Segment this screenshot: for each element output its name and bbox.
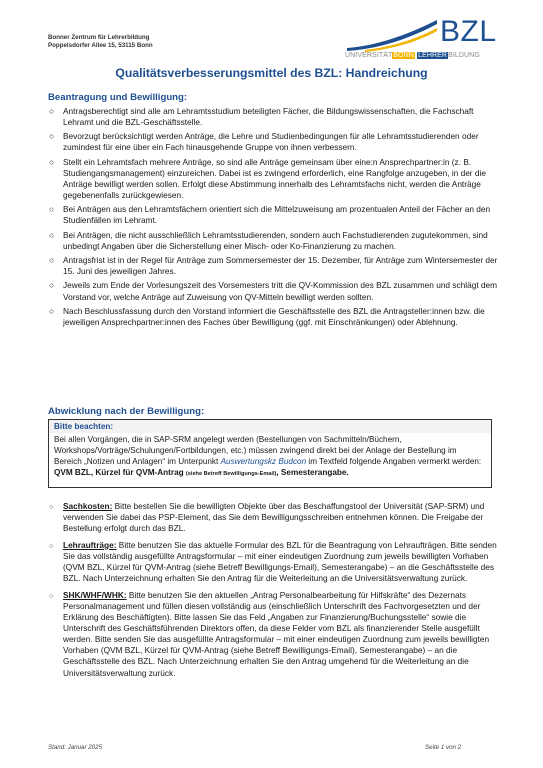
institution-name: Bonner Zentrum für Lehrerbildung [48, 34, 150, 41]
list-item: ○ Antragsfrist ist in der Regel für Anträge zum Sommersemester der 15. Dezember, für Anträge zum Wintersemester der 15. Juni des jeweiligen Jahres. [49, 255, 498, 277]
list-item: ○ Bei Anträgen, die nicht ausschließlich Lehramtsstudierenden, sondern auch Fachstudierenden zugutekommen, sind unbedingt Angaben über die Sicherstellung einer Misch- oder Ko-Finanzierung zu machen. [49, 229, 488, 251]
logo-wordmark: UNIVERSITÄTBONN LEHRERBILDUNG [345, 52, 480, 59]
institution-street: Poppelsdorfer Allee 15, 53115 Bonn [48, 42, 153, 50]
notice-box [48, 419, 492, 488]
application-list [48, 106, 500, 331]
hollow-bullet-icon: ○ [49, 156, 55, 167]
list-item: ○ Jeweils zum Ende der Vorlesungszeit des Vorsemesters tritt die QV-Kommission des BZL zusammen und schlägt dem Vorstand vor, welche Anträge auf Zuweisung von QV-Mitteln bewilligt werden sollten. [49, 280, 498, 302]
hollow-bullet-icon: ○ [49, 305, 55, 316]
processing-list [48, 501, 500, 684]
hollow-bullet-icon: ○ [49, 131, 55, 142]
list-item: ○ Lehraufträge: Bitte benutzen Sie das aktuelle Formular des BZL für die Beantragung von Lehraufträgen. Bitte senden Sie das vollständig ausgefüllte Antragsformular – mit einer eindeutigen Zuordnung zum jeweils bewilligten Vorhaben (QVM BZL, Kürzel für QVM-Antrag (siehe Betreff Bewilligungs-Email), Semesterangabe) – an die Geschäftsstelle des BZL. Nach Unterzeichnung erhalten Sie den Antrag für die Weiterleitung an die Universitätsverwaltung zurück. [49, 539, 497, 584]
list-item: ○ SHK/WHF/WHK: Bitte benutzen Sie den aktuellen „Antrag Personalbearbeitung für Hilfskräfte“ des Dezernats Personalmanagement und füllen diesen vollständig aus (einschließlich Unterschrift des Fachvorgesetzten und der Erklärung des Beschäftigten). Bitte lassen Sie das Feld „Angaben zur Finanzierung/Buchungsstelle“ sowie die Unterschrift des Geschäftsführenden Direktors offen, da diese Felder vom BZL als finanzierender Stelle ausgefüllt werden. Bitte senden Sie das ausgefüllte Antragsformular – mit einer eindeutigen Zuordnung zum jeweils bewilligten Vorhaben (QVM BZL, Kürzel für QVM-Antrag (siehe Betreff Bewilligungs-Email), Semesterangabe) – an die Geschäftsstelle des BZL. Nach Unterzeichnung erhalten Sie den Antrag umgehend für die Weiterleitung an die Universitätsverwaltung zurück. [49, 589, 490, 678]
square-bullet-icon: ○ [49, 542, 54, 550]
notice-text: Bei allen Vorgängen, die in SAP-SRM angelegt werden (Bestellungen von Sachmitteln/Büchern, Workshops/Vorträge/Schulungen/Fortbildungen, etc.) müssen zwingend direkt bei der Anlage der Bestellung im Bereich „Notizen und Anlagen“ im Unterpunkt Auswertungskz Budcon im Textfeld folgende Angaben vermerkt werden: QVM BZL, Kürzel für QVM-Antrag (siehe Betreff Bewilligungs-Email), Semesterangabe. [54, 435, 482, 478]
hollow-bullet-icon: ○ [49, 106, 55, 116]
document-title: Qualitätsverbesserungsmittel des BZL: Handreichung [115, 66, 428, 80]
hollow-bullet-icon: ○ [49, 229, 55, 240]
hollow-bullet-icon: ○ [49, 204, 55, 215]
list-item: ○ Bevorzugt berücksichtigt werden Anträge, die Lehre und Studienbedingungen für alle Lehramtsstudierenden oder zumindest für eine über ein Fach hinausgehende Gruppe von ihnen verbessern. [49, 131, 479, 153]
list-item: ○ Nach Beschlussfassung durch den Vorstand informiert die Geschäftsstelle des BZL die Antragsteller:innen bzw. die jeweiligen Ansprechpartner:innen des Faches über Bewilligung (ggf. mit Einschränkungen) oder Ablehnung. [49, 305, 485, 327]
list-item: ○ Stellt ein Lehramtsfach mehrere Anträge, so sind alle Anträge gemeinsam über eine:n Ansprechpartner:in (z. B. Studiengangsmanagement) einzureichen. Dabei ist es zwingend erforderlich, eine Rangfolge anzugeben, in der die Anträge bewilligt werden sollen. Erfolgt diese Abstimmung innerhalb des Lehramtsfachs nicht, werden die Anträge gegebenenfalls zurückgewiesen. [49, 156, 486, 201]
list-item: ○ Sachkosten: Bitte bestellen Sie die bewilligten Objekte über das Beschaffungstool der Universität (SAP-SRM) und verwenden Sie dabei das PSP-Element, das Sie dem Bewilligungsschreiben entnehmen können. Die Freigabe der Bestellung erfolgt durch das BZL. [49, 501, 485, 534]
square-bullet-icon: ○ [49, 592, 54, 600]
section-heading-processing: Abwicklung nach der Bewilligung: [48, 406, 205, 417]
logo-swoosh-icon [345, 18, 439, 52]
logo-mark: BZL [440, 15, 497, 48]
footer-date: Stand: Januar 2025 [48, 744, 103, 751]
institution-address [48, 34, 153, 51]
footer-page-number: Seite 1 von 2 [425, 744, 462, 751]
notice-title: Bitte beachten: [49, 420, 491, 433]
section-heading-application: Beantragung und Bewilligung: [48, 92, 188, 103]
list-item: ○ Antragsberechtigt sind alle am Lehramtsstudium beteiligten Fächer, die Bildungswissenschaften, die Fachschaft Lehramt und die BZL-Geschäftsstelle. [49, 106, 474, 128]
hollow-bullet-icon: ○ [49, 255, 55, 266]
hollow-bullet-icon: ○ [49, 280, 55, 291]
list-item: ○ Bei Anträgen aus den Lehramtsfächern orientiert sich die Mittelzuweisung am prozentualen Anteil der Fächer an den Studienfällen im Lehramt. [49, 204, 491, 226]
square-bullet-icon: ○ [49, 504, 54, 511]
bzl-logo [345, 15, 497, 60]
